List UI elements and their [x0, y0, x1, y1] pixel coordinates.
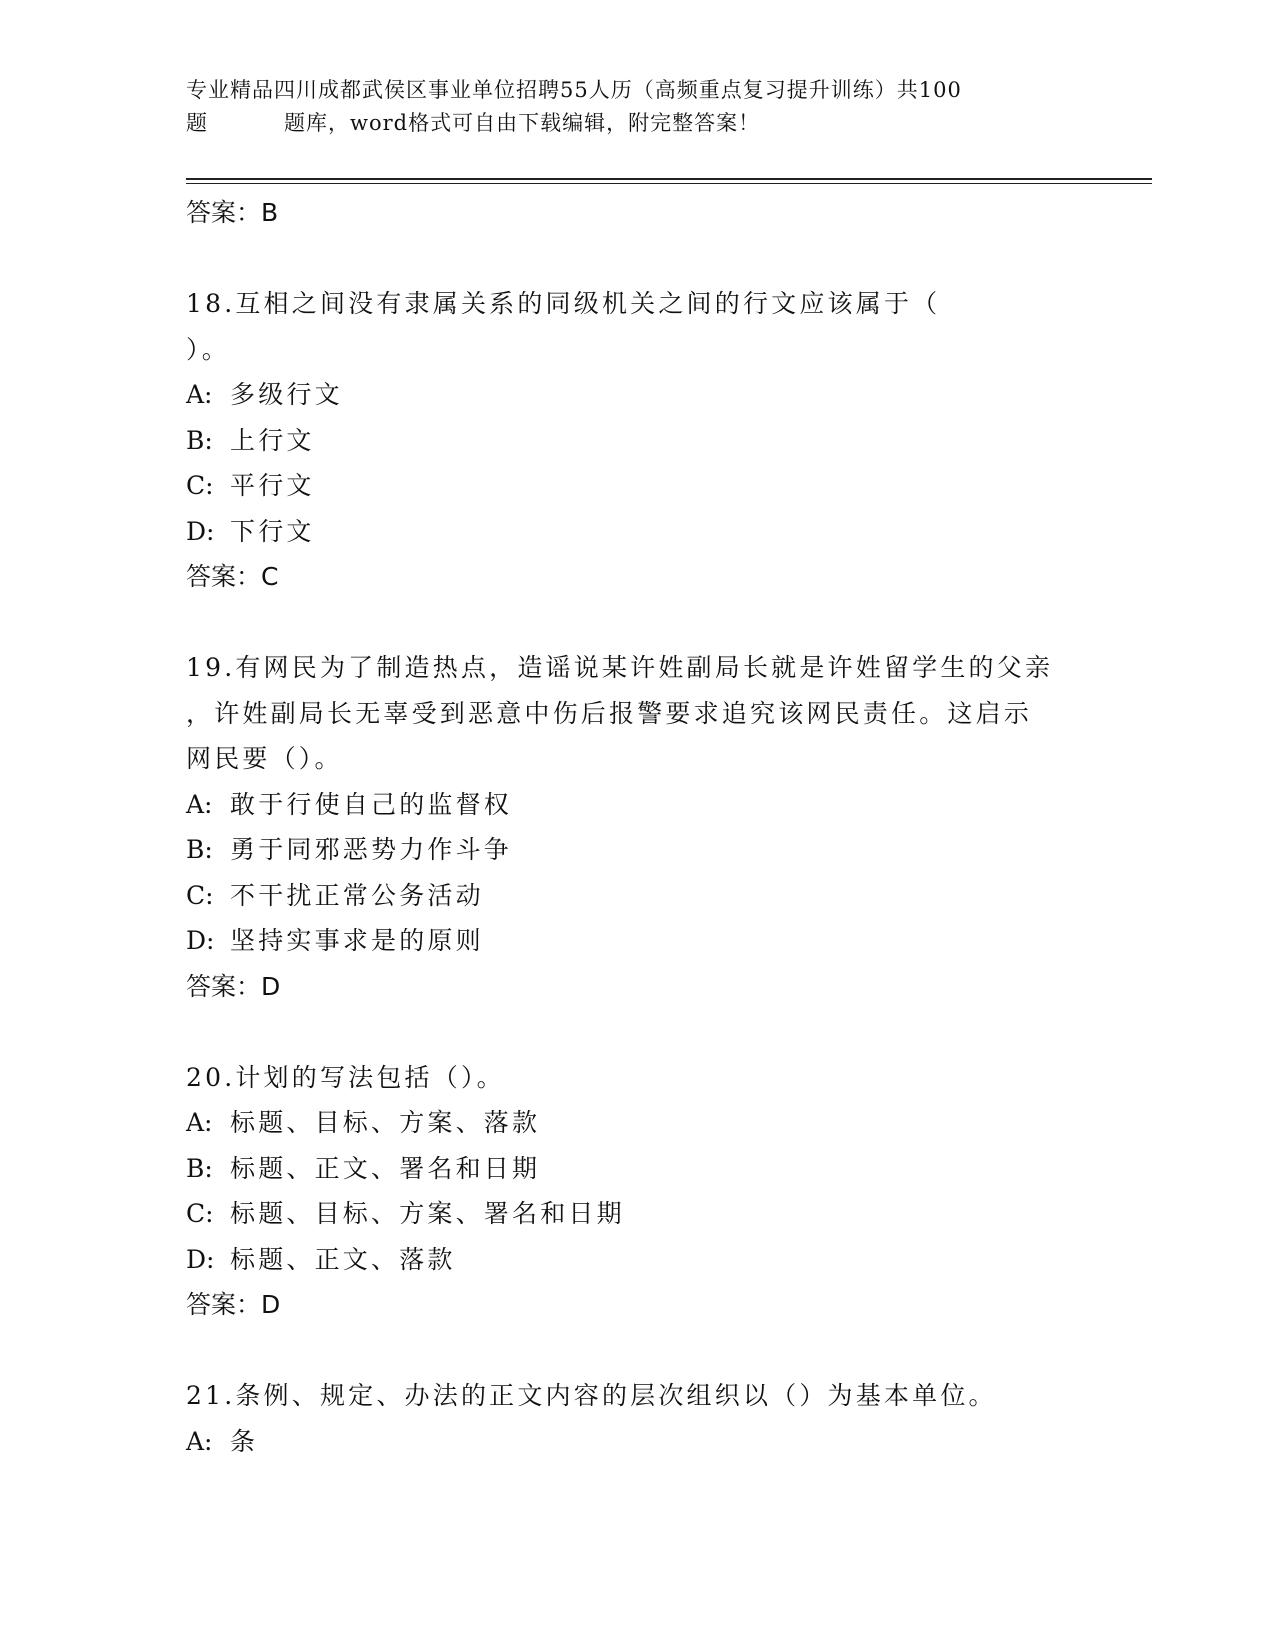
question-stem-line: 20.计划的写法包括（）。 [186, 1062, 505, 1092]
header-divider-thick [186, 178, 1152, 180]
question-stem-line: ，许姓副局长无辜受到恶意中伤后报警要求追究该网民责任。这启示 [186, 698, 1033, 728]
option-b [186, 1146, 1086, 1192]
previous-answer: 答案：B [186, 198, 279, 227]
option-d [186, 509, 1086, 555]
option-d [186, 918, 1086, 964]
question-19 [186, 645, 1086, 1010]
option-a [186, 372, 1086, 418]
question-21 [186, 1373, 1086, 1464]
question-18 [186, 281, 1086, 600]
option-d [186, 1237, 1086, 1283]
option-a [186, 1100, 1086, 1146]
option-text: 敢于行使自己的监督权 [230, 789, 513, 819]
option-text: 多级行文 [230, 380, 343, 409]
option-text: 上行文 [230, 425, 315, 455]
answer: 答案：C [186, 562, 279, 591]
question-stem-line: 21.条例、规定、办法的正文内容的层次组织以（）为基本单位。 [186, 1381, 997, 1410]
option-c [186, 463, 1086, 509]
question-stem-line: 18.互相之间没有隶属关系的同级机关之间的行文应该属于（ [186, 289, 941, 318]
header-line-2-tail: 题库，word格式可自由下载编辑，附完整答案！ [284, 111, 761, 135]
option-key: D: [186, 926, 215, 955]
option-c [186, 873, 1086, 919]
answer: 答案：D [186, 1290, 281, 1319]
option-text: 下行文 [230, 516, 315, 546]
option-key: B: [186, 1153, 213, 1183]
document-header [186, 74, 1066, 140]
option-key: D: [186, 1244, 215, 1274]
option-key: C: [186, 880, 214, 910]
option-text: 标题、目标、方案、落款 [230, 1108, 541, 1137]
option-text: 平行文 [230, 471, 315, 500]
option-key: A: [186, 1108, 213, 1137]
option-key: A: [186, 789, 213, 819]
option-text: 坚持实事求是的原则 [230, 926, 484, 955]
option-c [186, 1191, 1086, 1237]
answer: 答案：D [186, 971, 281, 1001]
option-key: B: [186, 425, 213, 455]
option-text: 条 [230, 1426, 259, 1456]
option-text: 勇于同邪恶势力作斗争 [230, 835, 513, 864]
header-line-2 [186, 107, 1066, 140]
question-stem-line: 19.有网民为了制造热点，造谣说某许姓副局长就是许姓留学生的父亲 [186, 653, 1054, 682]
option-key: A: [186, 380, 213, 409]
header-divider-thin [186, 183, 1152, 184]
option-key: B: [186, 835, 213, 864]
option-key: C: [186, 471, 214, 500]
option-a [186, 1419, 1086, 1465]
option-a [186, 782, 1086, 828]
option-text: 标题、正文、落款 [230, 1244, 456, 1274]
option-key: C: [186, 1199, 214, 1228]
question-20 [186, 1055, 1086, 1329]
question-stem-line: ）。 [186, 334, 230, 364]
option-text: 标题、目标、方案、署名和日期 [230, 1199, 625, 1228]
option-key: A: [186, 1426, 213, 1456]
header-line-1: 专业精品四川成都武侯区事业单位招聘55人历（高频重点复习提升训练）共100 [186, 78, 962, 102]
question-stem-line: 网民要（）。 [186, 744, 343, 773]
option-text: 不干扰正常公务活动 [230, 880, 484, 910]
option-text: 标题、正文、署名和日期 [230, 1153, 541, 1183]
option-b [186, 827, 1086, 873]
question-list [186, 190, 1086, 1464]
header-line-2-head: 题 [186, 111, 208, 135]
option-b [186, 418, 1086, 464]
option-key: D: [186, 516, 215, 546]
